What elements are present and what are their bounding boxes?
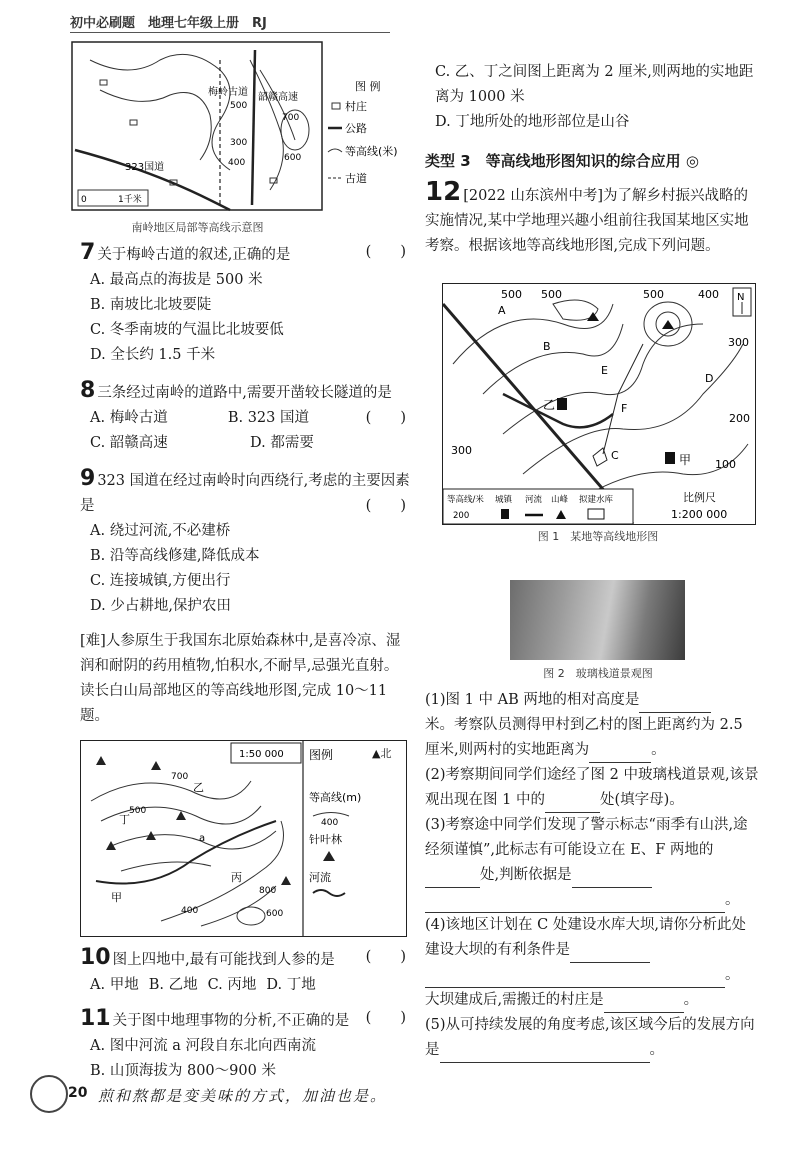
fig1-label: 100 bbox=[715, 458, 736, 471]
point-c: C bbox=[611, 449, 619, 462]
changbai-map bbox=[80, 740, 407, 937]
answer-paren[interactable]: ( ) bbox=[365, 498, 406, 514]
contour-label: 300 bbox=[230, 138, 248, 148]
road-label-shaogan: 韶赣高速 bbox=[258, 92, 298, 103]
option-b[interactable]: B. 沿等高线修建,降低成本 bbox=[90, 548, 260, 564]
fig1-legend-town: 城镇 bbox=[495, 495, 513, 505]
left-questions-a bbox=[80, 240, 410, 729]
road-label-meiling: 梅岭古道 bbox=[208, 87, 248, 98]
answer-blank[interactable] bbox=[589, 746, 651, 763]
village-yi: 乙 bbox=[543, 398, 556, 412]
question-text: [2022 山东滨州中考]为了解乡村振兴战略的实施情况,某中学地理兴趣小组前往我国某地区实地考察。根据该地等高线地形图,完成下列问题。 bbox=[425, 188, 749, 254]
question-number: 9 bbox=[80, 466, 96, 491]
answer-blank[interactable] bbox=[425, 871, 480, 888]
question-number: 11 bbox=[80, 1006, 111, 1031]
fig1-legend-contour: 等高线/米 bbox=[447, 495, 484, 505]
page-header: 初中必刷题 地理七年级上册 RJ bbox=[70, 16, 267, 31]
target-icon: ◎ bbox=[685, 152, 699, 170]
contour-label: 600 bbox=[284, 153, 302, 163]
point-f: F bbox=[621, 402, 628, 415]
town-icon bbox=[665, 452, 675, 464]
q12-part4: (4)该地区计划在 C 处建设水库大坝,请你分析此处建设大坝的有利条件是 bbox=[425, 913, 760, 963]
town-icon bbox=[557, 398, 567, 410]
scale-value: 1:200 000 bbox=[671, 508, 728, 521]
option-d[interactable]: D. 丁地 bbox=[266, 977, 316, 993]
ginseng-intro: [难]人参原生于我国东北原始森林中,是喜冷凉、湿润和耐阴的药用植物,怕积水,不耐旱,忌强光直射。读长白山局部地区的等高线地形图,完成 10～11 题。 bbox=[80, 633, 401, 724]
fig1-label: 300 bbox=[451, 444, 472, 457]
option-d[interactable]: D. 丁地所处的地形部位是山谷 bbox=[435, 114, 630, 130]
option-b[interactable]: B. 山顶海拔为 800～900 米 bbox=[90, 1063, 276, 1079]
question-12 bbox=[425, 177, 760, 259]
map1-caption: 南岭地区局部等高线示意图 bbox=[131, 221, 264, 234]
place-jia: 甲 bbox=[111, 891, 122, 904]
point-d: D bbox=[705, 372, 714, 385]
map2-legend-contour-value: 400 bbox=[321, 818, 339, 828]
contour-label: 700 bbox=[282, 113, 300, 123]
page-number: 20 bbox=[68, 1085, 88, 1101]
contour-label: 400 bbox=[228, 158, 246, 168]
nanling-contour-map bbox=[70, 40, 410, 215]
point-b: B bbox=[543, 340, 551, 353]
option-c[interactable]: C. 韶赣高速 bbox=[90, 435, 168, 451]
scale-title: 比例尺 bbox=[683, 491, 716, 504]
option-d[interactable]: D. 全长约 1.5 千米 bbox=[90, 347, 216, 363]
north-label: N bbox=[737, 292, 745, 303]
question-7 bbox=[80, 240, 410, 368]
option-a[interactable]: A. 梅岭古道 bbox=[90, 410, 168, 426]
village-jia: 甲 bbox=[679, 453, 692, 467]
river-a: a bbox=[199, 833, 206, 844]
map2-legend-river: 河流 bbox=[309, 871, 331, 884]
point-e: E bbox=[601, 364, 608, 377]
fig1-legend-contour-value: 200 bbox=[453, 511, 470, 521]
question-number: 10 bbox=[80, 945, 111, 970]
right-questions-a bbox=[425, 60, 760, 259]
map2-legend-title: 图例 bbox=[309, 748, 334, 762]
option-a[interactable]: A. 最高点的海拔是 500 米 bbox=[90, 272, 263, 288]
legend-contour: 等高线(米) bbox=[345, 145, 398, 158]
left-questions-b bbox=[80, 945, 410, 1084]
option-c[interactable]: C. 冬季南坡的气温比北坡要低 bbox=[90, 322, 284, 338]
scale-km: 1千米 bbox=[118, 195, 142, 205]
question-number: 7 bbox=[80, 240, 96, 265]
map2-contour: 600 bbox=[266, 909, 284, 919]
answer-blank[interactable] bbox=[425, 971, 725, 988]
option-c[interactable]: C. 乙、丁之间图上距离为 2 厘米,则两地的实地距离为 1000 米 bbox=[435, 64, 754, 105]
option-d[interactable]: D. 都需要 bbox=[250, 435, 314, 451]
option-a[interactable]: A. 甲地 bbox=[90, 977, 139, 993]
legend-road: 公路 bbox=[345, 122, 367, 135]
answer-blank[interactable] bbox=[570, 946, 650, 963]
fig1-label: 500 bbox=[541, 288, 562, 301]
answer-blank[interactable] bbox=[639, 696, 711, 713]
map2-contour: 400 bbox=[181, 906, 199, 916]
fig1-label: 500 bbox=[501, 288, 522, 301]
question-text: 关于图中地理事物的分析,不正确的是 bbox=[112, 1013, 350, 1029]
fig1-label: 400 bbox=[698, 288, 719, 301]
q12-part2: (2)考察期间同学们途经了图 2 中玻璃栈道景观,该景观出现在图 1 中的 处(填字母)。 bbox=[425, 763, 760, 813]
fig1-label: 500 bbox=[643, 288, 664, 301]
question-text: 三条经过南岭的道路中,需要开凿较长隧道的是 bbox=[97, 385, 392, 401]
peak-icon bbox=[662, 320, 674, 329]
map2-contour: 500 bbox=[129, 806, 147, 816]
place-bing: 丙 bbox=[231, 871, 242, 884]
question-9 bbox=[80, 466, 410, 619]
peak-icon bbox=[587, 312, 599, 321]
answer-paren[interactable]: ( ) bbox=[365, 949, 406, 965]
fig1-contour-map bbox=[442, 283, 756, 525]
question-12-parts: (1)图 1 中 AB 两地的相对高度是 米。考察队员测得甲村到乙村的图上距离约为 2.5 厘米,则两村的实地距离为 。 (2)考察期间同学们途经了图 2 中玻璃栈道景观,该景观出现在图 1 中的 处(填字母)。 (3)考察途中同学们发现了警示标志“雨季有山洪,途经须谨慎”,此标志有可能设立在 E、F 两地的处,判断依据是 。 (4)该地区计划在 C 处建设水库大坝,请你分析此处建设大坝的有利条件是 。 大坝建成后,需搬迁的村庄是 。 (5)从可持续发展的角度考虑,该区域今后的发展方向是 。 bbox=[425, 688, 760, 1063]
map2-contour: 800 bbox=[259, 886, 277, 896]
option-c[interactable]: C. 丙地 bbox=[207, 977, 257, 993]
place-yi: 乙 bbox=[193, 781, 204, 794]
footer-motto: 煎和熬都是变美味的方式，加油也是。 bbox=[98, 1087, 388, 1105]
point-a: A bbox=[498, 304, 506, 317]
answer-blank[interactable] bbox=[440, 1046, 650, 1063]
answer-paren[interactable]: ( ) bbox=[365, 410, 406, 426]
legend-ancient-road: 古道 bbox=[345, 172, 367, 185]
scale-zero: 0 bbox=[81, 195, 87, 205]
map2-legend-contour: 等高线(m) bbox=[309, 791, 362, 804]
question-text: 图上四地中,最有可能找到人参的是 bbox=[112, 952, 335, 968]
answer-blank[interactable] bbox=[604, 996, 684, 1013]
option-b[interactable]: B. 323 国道 bbox=[227, 410, 309, 426]
fig1-label: 300 bbox=[728, 336, 749, 349]
option-c[interactable]: C. 连接城镇,方便出行 bbox=[90, 573, 231, 589]
option-a[interactable]: A. 绕过河流,不必建桥 bbox=[90, 523, 231, 539]
mascot-icon bbox=[30, 1075, 68, 1113]
option-d[interactable]: D. 少占耕地,保护农田 bbox=[90, 598, 231, 614]
answer-paren[interactable]: ( ) bbox=[365, 1010, 406, 1026]
answer-blank[interactable] bbox=[572, 871, 652, 888]
fig1-caption: 图 1 某地等高线地形图 bbox=[537, 530, 659, 543]
q12-part3: (3)考察途中同学们发现了警示标志“雨季有山洪,途经须谨慎”,此标志有可能设立在 E、F 两地的处,判断依据是 bbox=[425, 813, 760, 888]
q12-part1: (1)图 1 中 AB 两地的相对高度是 bbox=[425, 688, 760, 713]
section-title: 类型 3 等高线地形图知识的综合应用 ◎ bbox=[425, 152, 699, 170]
fig2-caption: 图 2 玻璃栈道景观图 bbox=[543, 667, 653, 680]
map2-contour: 700 bbox=[171, 772, 189, 782]
fig1-legend-peak: 山峰 bbox=[551, 495, 569, 505]
fig1-label: 200 bbox=[729, 412, 750, 425]
question-number: 12 bbox=[425, 177, 462, 207]
option-a[interactable]: A. 图中河流 a 河段自东北向西南流 bbox=[90, 1038, 317, 1054]
answer-paren[interactable]: ( ) bbox=[365, 244, 406, 260]
question-text: 关于梅岭古道的叙述,正确的是 bbox=[97, 247, 291, 263]
fig1-legend-reservoir: 拟建水库 bbox=[579, 495, 614, 505]
map2-legend-forest: 针叶林 bbox=[309, 833, 342, 846]
answer-blank[interactable] bbox=[425, 896, 725, 913]
place-ding: 丁 bbox=[119, 813, 130, 826]
north-arrow: ▲北 bbox=[372, 747, 392, 760]
legend-village: 村庄 bbox=[345, 100, 367, 113]
fig1-legend-river: 河流 bbox=[525, 495, 543, 505]
question-number: 8 bbox=[80, 378, 96, 403]
legend-title: 图 例 bbox=[355, 80, 381, 93]
contour-label: 500 bbox=[230, 101, 248, 111]
question-text: 323 国道在经过南岭时向西绕行,考虑的主要因素是 bbox=[80, 473, 410, 514]
map2-scale: 1:50 000 bbox=[239, 749, 284, 760]
road-label-323: 323国道 bbox=[125, 162, 165, 173]
question-8 bbox=[80, 378, 410, 456]
option-b[interactable]: B. 南坡比北坡要陡 bbox=[90, 297, 212, 313]
question-11 bbox=[80, 1006, 410, 1084]
answer-blank[interactable] bbox=[545, 796, 600, 813]
glass-walkway-photo bbox=[510, 580, 685, 660]
q12-part5: (5)从可持续发展的角度考虑,该区域今后的发展方向是 。 bbox=[425, 1013, 760, 1063]
question-10 bbox=[80, 945, 410, 998]
option-b[interactable]: B. 乙地 bbox=[148, 977, 198, 993]
nanling-map-figure bbox=[70, 40, 410, 234]
header-divider bbox=[70, 32, 390, 33]
